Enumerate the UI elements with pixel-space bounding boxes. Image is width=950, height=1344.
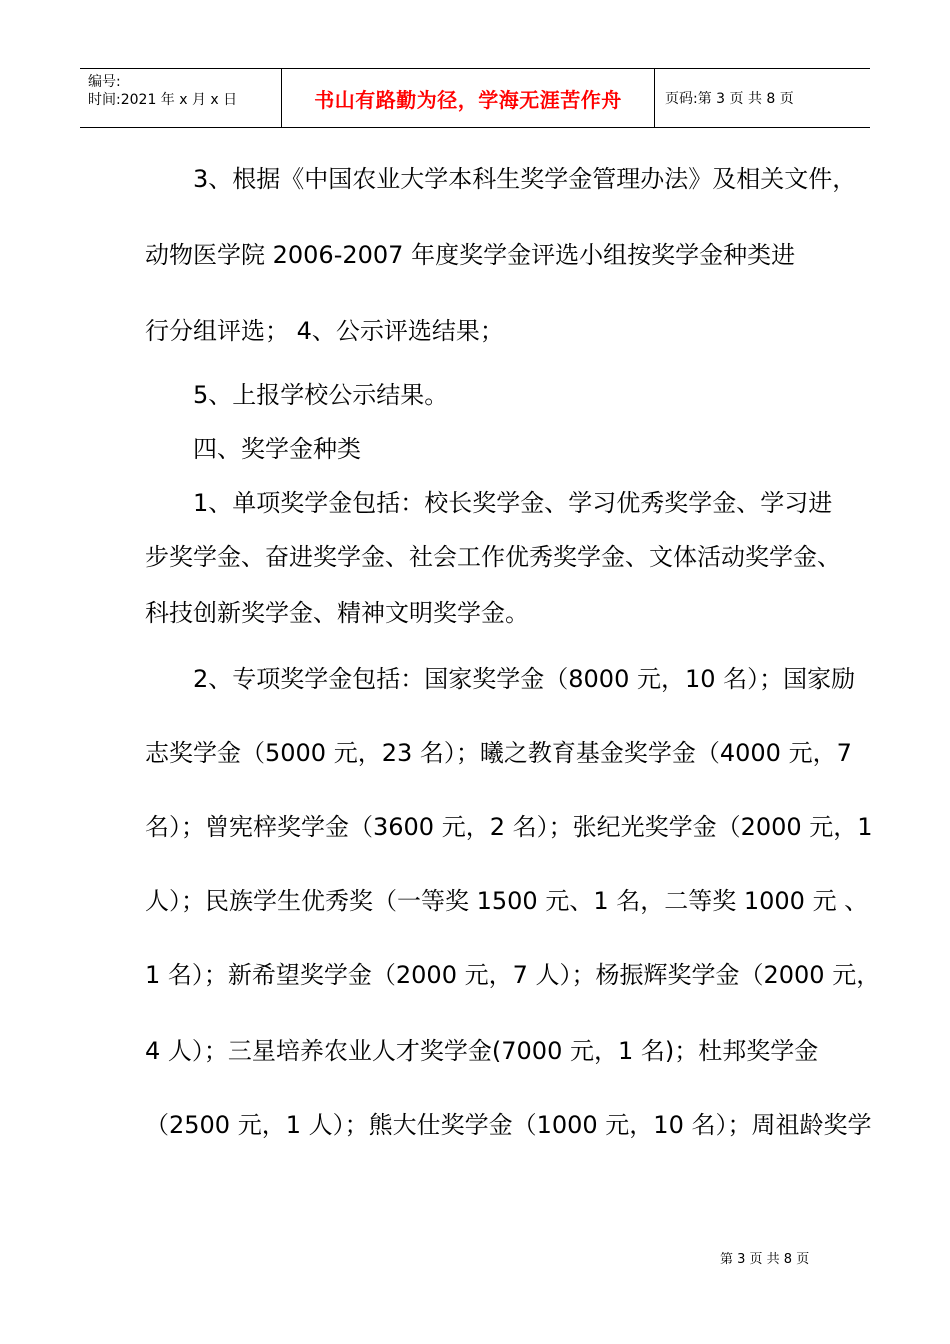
body-line: 1、单项奖学金包括：校长奖学金、学习优秀奖学金、学习进 — [193, 489, 833, 517]
body-line: 名）；曾宪梓奖学金（3600 元，2 名）；张纪光奖学金（2000 元，1 — [145, 813, 873, 841]
body-line: （2500 元，1 人）；熊大仕奖学金（1000 元，10 名）；周祖龄奖学 — [145, 1111, 872, 1139]
body-line: 1 名）；新希望奖学金（2000 元，7 人）；杨振辉奖学金（2000 元， — [145, 961, 881, 989]
header-page-label: 页码:第 3 页 共 8 页 — [665, 91, 794, 107]
body-line: 志奖学金（5000 元，23 名）；曦之教育基金奖学金（4000 元，7 — [145, 739, 852, 767]
body-line: 3、根据《中国农业大学本科生奖学金管理办法》及相关文件， — [193, 165, 857, 193]
body-line: 步奖学金、奋进奖学金、社会工作优秀奖学金、文体活动奖学金、 — [145, 543, 841, 571]
header-motto: 书山有路勤为径，学海无涯苦作舟 — [282, 69, 655, 127]
body-line: 人）；民族学生优秀奖（一等奖 1500 元、1 名，二等奖 1000 元 、 — [145, 887, 869, 915]
date-label: 时间:2021 年 x 月 x 日 — [88, 92, 238, 108]
section-heading: 四、奖学金种类 — [193, 435, 361, 463]
body-line: 4 人）；三星培养农业人才奖学金(7000 元，1 名)；杜邦奖学金 — [145, 1037, 819, 1065]
body-line: 动物医学院 2006-2007 年度奖学金评选小组按奖学金种类进 — [145, 241, 796, 269]
number-label: 编号: — [88, 74, 121, 90]
body-line: 5、上报学校公示结果。 — [193, 381, 449, 409]
body-line: 行分组评选； 4、公示评选结果； — [145, 317, 504, 345]
body-line: 2、专项奖学金包括：国家奖学金（8000 元，10 名）；国家励 — [193, 665, 856, 693]
body-line: 科技创新奖学金、精神文明奖学金。 — [145, 599, 529, 627]
header-meta — [80, 69, 282, 127]
footer-page-label: 第 3 页 共 8 页 — [720, 1252, 810, 1267]
document-header — [80, 68, 870, 128]
